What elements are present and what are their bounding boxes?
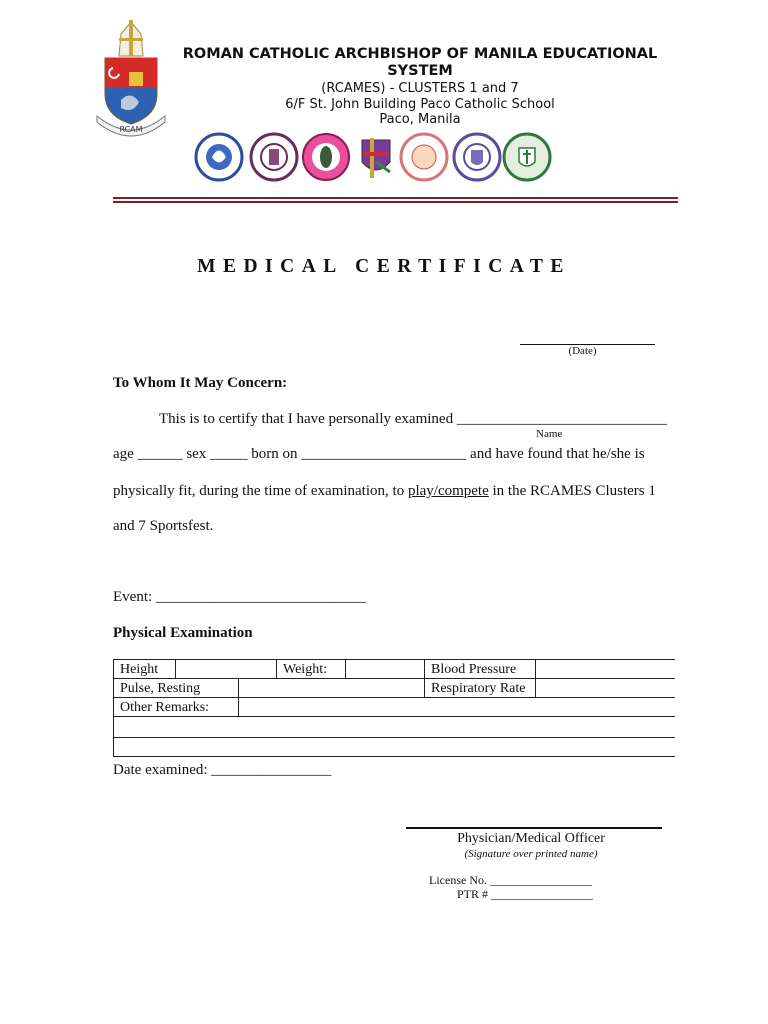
remarks-blank-row-1[interactable] [114, 717, 675, 738]
pulse-value-cell[interactable] [239, 679, 425, 698]
header-rule-top [113, 197, 678, 199]
address-line: 6/F St. John Building Paco Catholic School [285, 97, 555, 112]
fitness-line-post: in the RCAMES Clusters 1 [488, 483, 656, 499]
document-title: MEDICAL CERTIFICATE [197, 256, 571, 277]
weight-value-cell[interactable] [346, 660, 425, 679]
height-label: Height [114, 660, 176, 679]
school-seal-7 [504, 134, 550, 180]
age-sex-born-line: age ______ sex _____ born on ______________________ and have found that he/she is [113, 446, 645, 462]
salutation: To Whom It May Concern: [113, 375, 288, 391]
table-row [114, 679, 675, 698]
sportsfest-line: and 7 Sportsfest. [113, 518, 214, 534]
fitness-line [113, 482, 656, 500]
physical-exam-table [113, 659, 675, 757]
org-name-line2: SYSTEM [387, 63, 453, 79]
respiratory-rate-label: Respiratory Rate [425, 679, 536, 698]
school-seals-row [194, 132, 554, 182]
city-line: Paco, Manila [379, 112, 461, 127]
date-examined-field[interactable]: Date examined: ________________ [113, 762, 332, 778]
table-row [114, 717, 675, 738]
table-row [114, 698, 675, 717]
blood-pressure-value-cell[interactable] [536, 660, 675, 679]
org-name-line1: ROMAN CATHOLIC ARCHBISHOP OF MANILA EDUCATIONAL [182, 46, 658, 62]
physician-title: Physician/Medical Officer [457, 831, 605, 846]
rcam-logo [93, 20, 169, 138]
other-remarks-label: Other Remarks: [114, 698, 239, 717]
physical-exam-heading: Physical Examination [113, 625, 253, 641]
clusters-line: (RCAMES) - CLUSTERS 1 and 7 [321, 81, 519, 96]
certify-line: This is to certify that I have personally examined ____________________________ [159, 411, 667, 427]
name-label: Name [536, 428, 563, 440]
school-seal-6 [454, 134, 500, 180]
signature-subtitle: (Signature over printed name) [464, 848, 598, 860]
org-name [175, 46, 665, 80]
school-seal-4 [362, 138, 390, 178]
school-seal-3 [303, 134, 349, 180]
ptr-field[interactable]: PTR # _________________ [457, 887, 594, 901]
blood-pressure-label: Blood Pressure [425, 660, 536, 679]
other-remarks-value-cell[interactable] [239, 698, 675, 717]
school-seal-2 [251, 134, 297, 180]
respiratory-rate-value-cell[interactable] [536, 679, 675, 698]
license-field[interactable]: License No. _________________ [429, 873, 592, 887]
weight-label: Weight: [277, 660, 346, 679]
table-row [114, 660, 675, 679]
svg-text:RCAM: RCAM [119, 125, 143, 134]
pulse-label: Pulse, Resting [114, 679, 239, 698]
header-rule-bottom [113, 201, 678, 203]
height-value-cell[interactable] [176, 660, 277, 679]
play-compete-text: play/compete [407, 483, 489, 499]
signature-line[interactable] [406, 827, 662, 829]
remarks-blank-row-2[interactable] [114, 738, 675, 757]
event-field[interactable]: Event: ____________________________ [113, 589, 366, 605]
fitness-line-pre: physically fit, during the time of examination, to [113, 483, 408, 499]
school-seal-1 [196, 134, 242, 180]
date-label: (Date) [568, 345, 597, 357]
table-row [114, 738, 675, 757]
school-seal-5 [401, 134, 447, 180]
